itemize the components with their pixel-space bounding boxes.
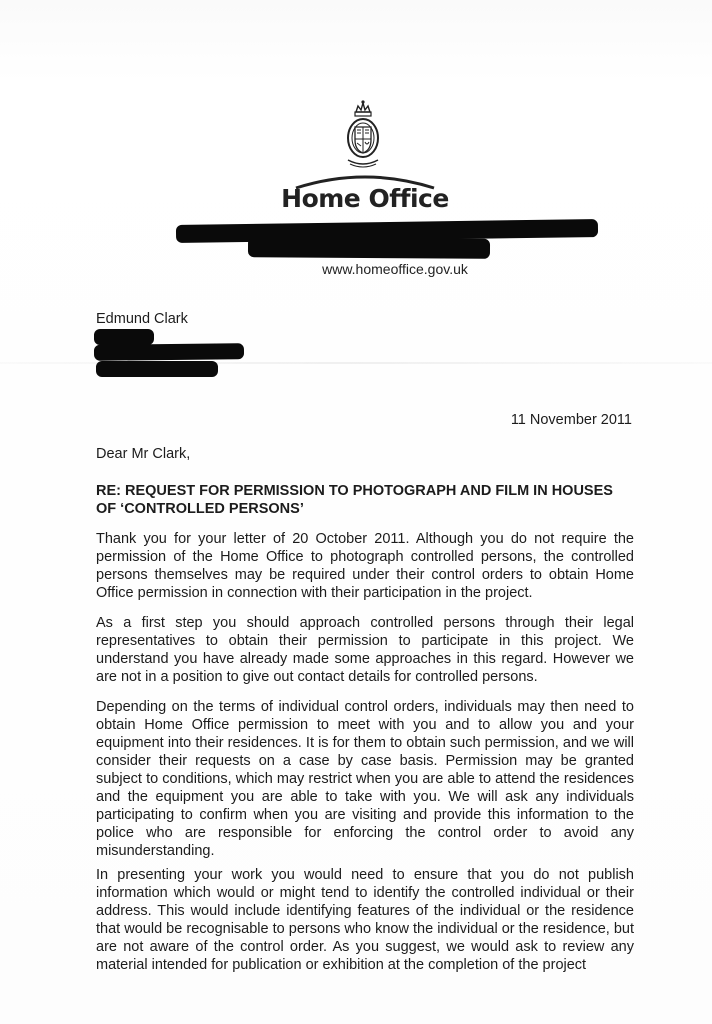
redaction-bar [96,361,218,377]
paragraph-2: As a first step you should approach controlled persons through their legal representatives to obtain their permission to participate in this project. We understand you have already made some approaches in this regard. However we are not in a position to give out contact details for controlled persons. [96,615,634,685]
redaction-bar [94,343,244,361]
website-url: www.homeoffice.gov.uk [322,261,468,277]
organisation-name: Home Office [281,184,449,213]
paragraph-1: Thank you for your letter of 20 October 2011. Although you do not require the permission of the Home Office to photograph controlled persons, the controlled persons themselves may be required under their control orders to obtain Home Office permission in connection with their participation in the project. [96,531,634,601]
royal-coat-of-arms-icon [338,98,388,170]
redaction-bar [248,237,490,259]
letter-date: 11 November 2011 [510,412,632,428]
salutation: Dear Mr Clark, [96,446,191,462]
subject-line: RE: REQUEST FOR PERMISSION TO PHOTOGRAPH AND FILM IN HOUSES OF ‘CONTROLLED PERSONS’ [96,483,613,517]
recipient-name: Edmund Clark [96,311,188,327]
redaction-bar [94,329,154,345]
paragraph-3: Depending on the terms of individual control orders, individuals may then need to obtain Home Office permission to meet with you and to allow you and your equipment into their residences. It is for them to obtain such permission, and we will consider their requests on a case by case basis. Permission may be granted subject to conditions, which may restrict when you are able to attend the residences and the equipment you are able to take with you. We will ask any individuals participating to confirm when you are visiting and provide this information to the police who are responsible for enforcing the control order to avoid any misunderstanding. [96,699,634,859]
paragraph-4: In presenting your work you would need to ensure that you do not publish information which would or might tend to identify the controlled individual or their address. This would include identifying features of the individual or the residence that would be recognisable to persons who know the individual or the residence, but are not aware of the control order. As you suggest, we would ask to review any material intended for publication or exhibition at the completion of the project [96,867,634,973]
